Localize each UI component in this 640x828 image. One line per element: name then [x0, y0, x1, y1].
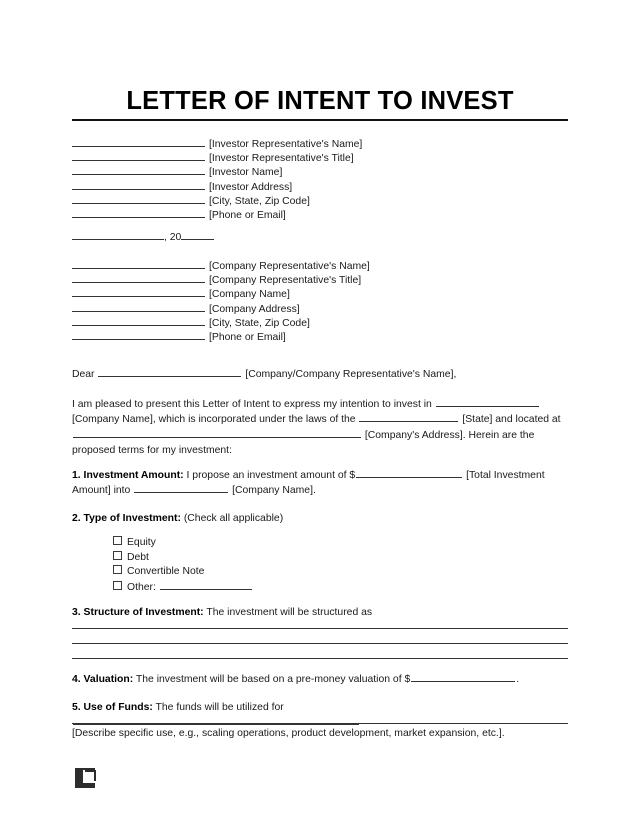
checkbox-row[interactable] [113, 580, 253, 595]
checkbox-row[interactable] [113, 536, 253, 551]
investor-row [72, 150, 568, 164]
date-separator: , 20 [164, 232, 182, 243]
section-1-investment-amount [72, 468, 569, 499]
section-1-text-3: Amount] into [72, 485, 131, 497]
other-investment-type-blank[interactable] [160, 580, 252, 590]
state-blank[interactable] [359, 412, 458, 422]
logo-inner-cut [85, 772, 94, 781]
section-4-text-2: . [516, 674, 520, 685]
structure-blank-line-1[interactable] [72, 628, 568, 629]
company-row [72, 315, 568, 329]
section-2-type-of-investment [72, 511, 569, 526]
investor-blank-3[interactable] [72, 164, 205, 175]
company-row [72, 258, 568, 272]
checkbox-row[interactable] [113, 551, 253, 566]
investor-row [72, 164, 568, 178]
investor-label-3: [Investor Name] [209, 167, 283, 179]
date-year-blank[interactable] [181, 229, 214, 240]
investor-row [72, 193, 568, 207]
salutation-blank-field[interactable] [98, 367, 241, 377]
checkbox-other-icon[interactable] [113, 581, 122, 590]
company-blank-2[interactable] [72, 272, 205, 283]
salutation-label: [Company/Company Representative's Name], [245, 369, 457, 380]
checkbox-convertible-note-icon[interactable] [113, 565, 122, 574]
use-of-funds-hint-text: [Describe specific use, e.g., scaling operations, product development, market expansion, etc.]. [72, 728, 505, 739]
section-4-text-1: The investment will be based on a pre-money valuation of $ [135, 674, 411, 685]
company-blank-3[interactable] [72, 286, 205, 297]
checkbox-equity-icon[interactable] [113, 536, 122, 545]
date-line [72, 229, 568, 243]
investor-row [72, 136, 568, 150]
intro-paragraph [72, 397, 569, 458]
company-label-4: [Company Address] [209, 303, 300, 315]
section-4-label: 4. Valuation: [72, 674, 134, 685]
company-name-blank-1[interactable] [436, 397, 539, 407]
structure-blank-line-2[interactable] [72, 643, 568, 644]
company-row [72, 329, 568, 343]
valuation-blank[interactable] [411, 672, 515, 682]
investor-row [72, 207, 568, 221]
section-2-text-1: (Check all applicable) [183, 513, 284, 524]
date-month-day-blank[interactable] [72, 229, 164, 240]
company-blank-1[interactable] [72, 258, 205, 269]
checkbox-label-3: Convertible Note [127, 566, 205, 578]
company-blank-4[interactable] [72, 301, 205, 312]
investor-label-5: [City, State, Zip Code] [209, 195, 310, 207]
investor-blank-5[interactable] [72, 193, 205, 204]
date-row [72, 229, 568, 243]
total-investment-amount-blank[interactable] [356, 468, 462, 478]
company-row [72, 272, 568, 286]
intro-text-2: [Company Name], which is incorporated under the laws of the [72, 414, 356, 426]
investor-label-2: [Investor Representative's Title] [209, 153, 354, 165]
use-of-funds-hint [72, 726, 569, 741]
investor-blank-6[interactable] [72, 207, 205, 218]
section-3-label: 3. Structure of Investment: [72, 607, 204, 618]
intro-text-3: [State] and located at [462, 414, 561, 426]
section-5-label: 5. Use of Funds: [72, 702, 153, 713]
investor-row [72, 179, 568, 193]
page-title: LETTER OF INTENT TO INVEST [126, 87, 514, 115]
checkbox-label-4: Other: [127, 581, 156, 593]
company-address-blank[interactable] [73, 428, 361, 438]
company-name-blank-2[interactable] [134, 483, 228, 493]
salutation-line [72, 367, 569, 382]
company-blank-5[interactable] [72, 315, 205, 326]
intro-text-5: proposed terms for my investment: [72, 444, 232, 456]
legal-templates-logo-icon [75, 768, 98, 791]
checkbox-row[interactable] [113, 565, 253, 580]
intro-text-4: [Company's Address]. Herein are the [364, 429, 535, 441]
checkbox-label-1: Equity [127, 537, 156, 548]
investor-label-1: [Investor Representative's Name] [209, 139, 363, 150]
investor-label-6: [Phone or Email] [209, 209, 286, 221]
company-label-6: [Phone or Email] [209, 331, 286, 343]
section-1-text-4: [Company Name]. [232, 485, 316, 497]
section-1-text-1: I propose an investment amount of $ [186, 470, 356, 481]
company-label-5: [City, State, Zip Code] [209, 317, 310, 329]
company-label-1: [Company Representative's Name] [209, 261, 370, 272]
investor-address-block [72, 136, 568, 221]
intro-text-1: I am pleased to present this Letter of Intent to express my intention to invest in [72, 399, 432, 410]
use-of-funds-blank-2[interactable] [72, 723, 568, 724]
company-row [72, 286, 568, 300]
section-1-text-2: [Total Investment [466, 470, 545, 481]
section-3-text-1: The investment will be structured as [206, 607, 373, 618]
company-address-block [72, 258, 568, 343]
investor-blank-4[interactable] [72, 179, 205, 190]
section-1-label: 1. Investment Amount: [72, 470, 184, 481]
section-4-valuation [72, 672, 569, 687]
title-divider [72, 119, 568, 121]
investor-blank-2[interactable] [72, 150, 205, 161]
checkbox-label-2: Debt [127, 551, 149, 563]
company-label-2: [Company Representative's Title] [209, 275, 362, 287]
company-row [72, 301, 568, 315]
section-3-structure-of-investment [72, 605, 569, 620]
company-blank-6[interactable] [72, 329, 205, 340]
investor-label-4: [Investor Address] [209, 181, 293, 193]
section-2-label: 2. Type of Investment: [72, 513, 181, 524]
company-label-3: [Company Name] [209, 289, 290, 301]
investor-blank-1[interactable] [72, 136, 205, 147]
section-5-text-1: The funds will be utilized for [155, 702, 284, 713]
investment-type-checklist [113, 536, 253, 594]
salutation-greeting: Dear [72, 369, 95, 380]
structure-blank-line-3[interactable] [72, 658, 568, 659]
checkbox-debt-icon[interactable] [113, 551, 122, 560]
